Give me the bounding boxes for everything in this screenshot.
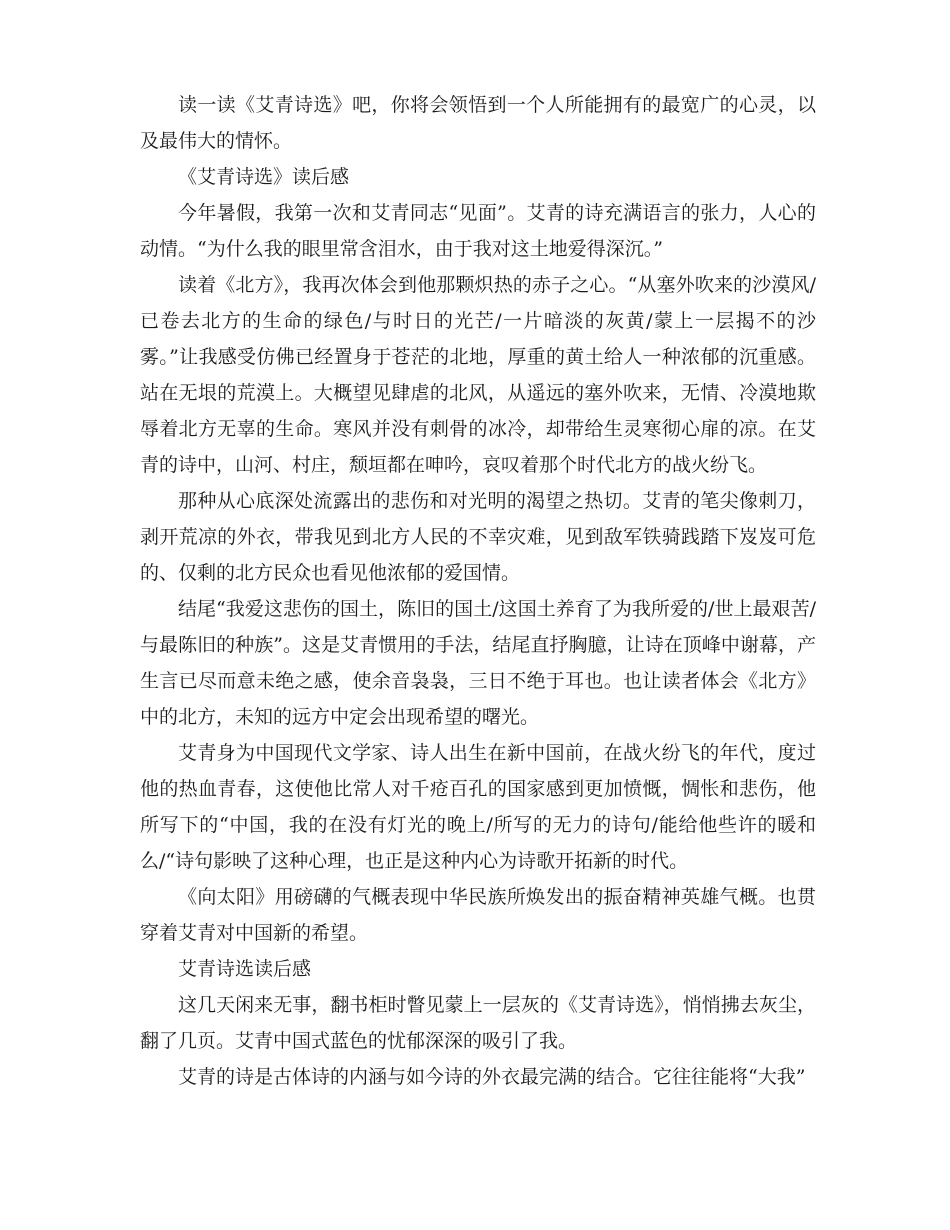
paragraph-north-poem: 读着《北方》，我再次体会到他那颗炽热的赤子之心。“从塞外吹来的沙漠风/已卷去北方的生命的绿色/与时日的光芒/一片暗淡的灰黄/蒙上一层揭不的沙雾。”让我感受仿佛已经置身于苍茫的北地，厚重的黄土给人一种浓郁的沉重感。站在无垠的荒漠上。大概望见肆虐的北风，从遥远的塞外吹来，无情、冷漠地欺辱着北方无辜的生命。寒风并没有刺骨的冰冷，却带给生灵寒彻心扉的凉。在艾青的诗中，山河、村庄，颓垣都在呻吟，哀叹着那个时代北方的战火纷飞。 (140, 274, 816, 476)
section-heading-review-1: 《艾青诗选》读后感 (178, 166, 350, 188)
paragraph-sorrow-and-light: 那种从心底深处流露出的悲伤和对光明的渴望之热切。艾青的笔尖像刺刀，剥开荒凉的外衣，带我见到北方人民的不幸灾难，见到敌军铁骑践踏下岌岌可危的、仅剩的北方民众也看见他浓郁的爱国情。 (140, 490, 816, 584)
paragraph-to-the-sun: 《向太阳》用磅礴的气概表现中华民族所焕发出的振奋精神英雄气概。也贯穿着艾青对中国新的希望。 (140, 886, 816, 944)
paragraph-first-meeting: 今年暑假，我第一次和艾青同志“见面”。艾青的诗充满语言的张力，人心的动情。“为什么我的眼里常含泪水，由于我对这土地爱得深沉。” (140, 202, 816, 260)
paragraph-ending: 结尾“我爱这悲伤的国土，陈旧的国土/这国土养育了为我所爱的/世上最艰苦/与最陈旧的种族”。这是艾青惯用的手法，结尾直抒胸臆，让诗在顶峰中谢幕，产生言已尽而意未绝之感，使余音袅袅，三日不绝于耳也。也让读者体会《北方》中的北方，未知的远方中定会出现希望的曙光。 (140, 598, 816, 728)
section-heading-review-2: 艾青诗选读后感 (178, 958, 312, 980)
paragraph-poet-background: 艾青身为中国现代文学家、诗人出生在新中国前，在战火纷飞的年代，度过他的热血青春，这使他比常人对千疮百孔的国家感到更加愤慨，惆怅和悲伤，他所写下的“中国，我的在没有灯光的晚上/所写的无力的诗句/能给他些许的暖和么/“诗句影映了这种心理，也正是这种内心为诗歌开拓新的时代。 (140, 742, 816, 872)
paragraph-intro: 读一读《艾青诗选》吧，你将会领悟到一个人所能拥有的最宽广的心灵，以及最伟大的情怀。 (140, 94, 816, 152)
paragraph-bookshelf: 这几天闲来无事，翻书柜时瞥见蒙上一层灰的《艾青诗选》，悄悄拂去灰尘，翻了几页。艾青中国式蓝色的忧郁深深的吸引了我。 (140, 994, 816, 1052)
paragraph-poetry-form: 艾青的诗是古体诗的内涵与如今诗的外衣最完满的结合。它往往能将“大我” (178, 1066, 806, 1088)
document-body (140, 87, 816, 1095)
